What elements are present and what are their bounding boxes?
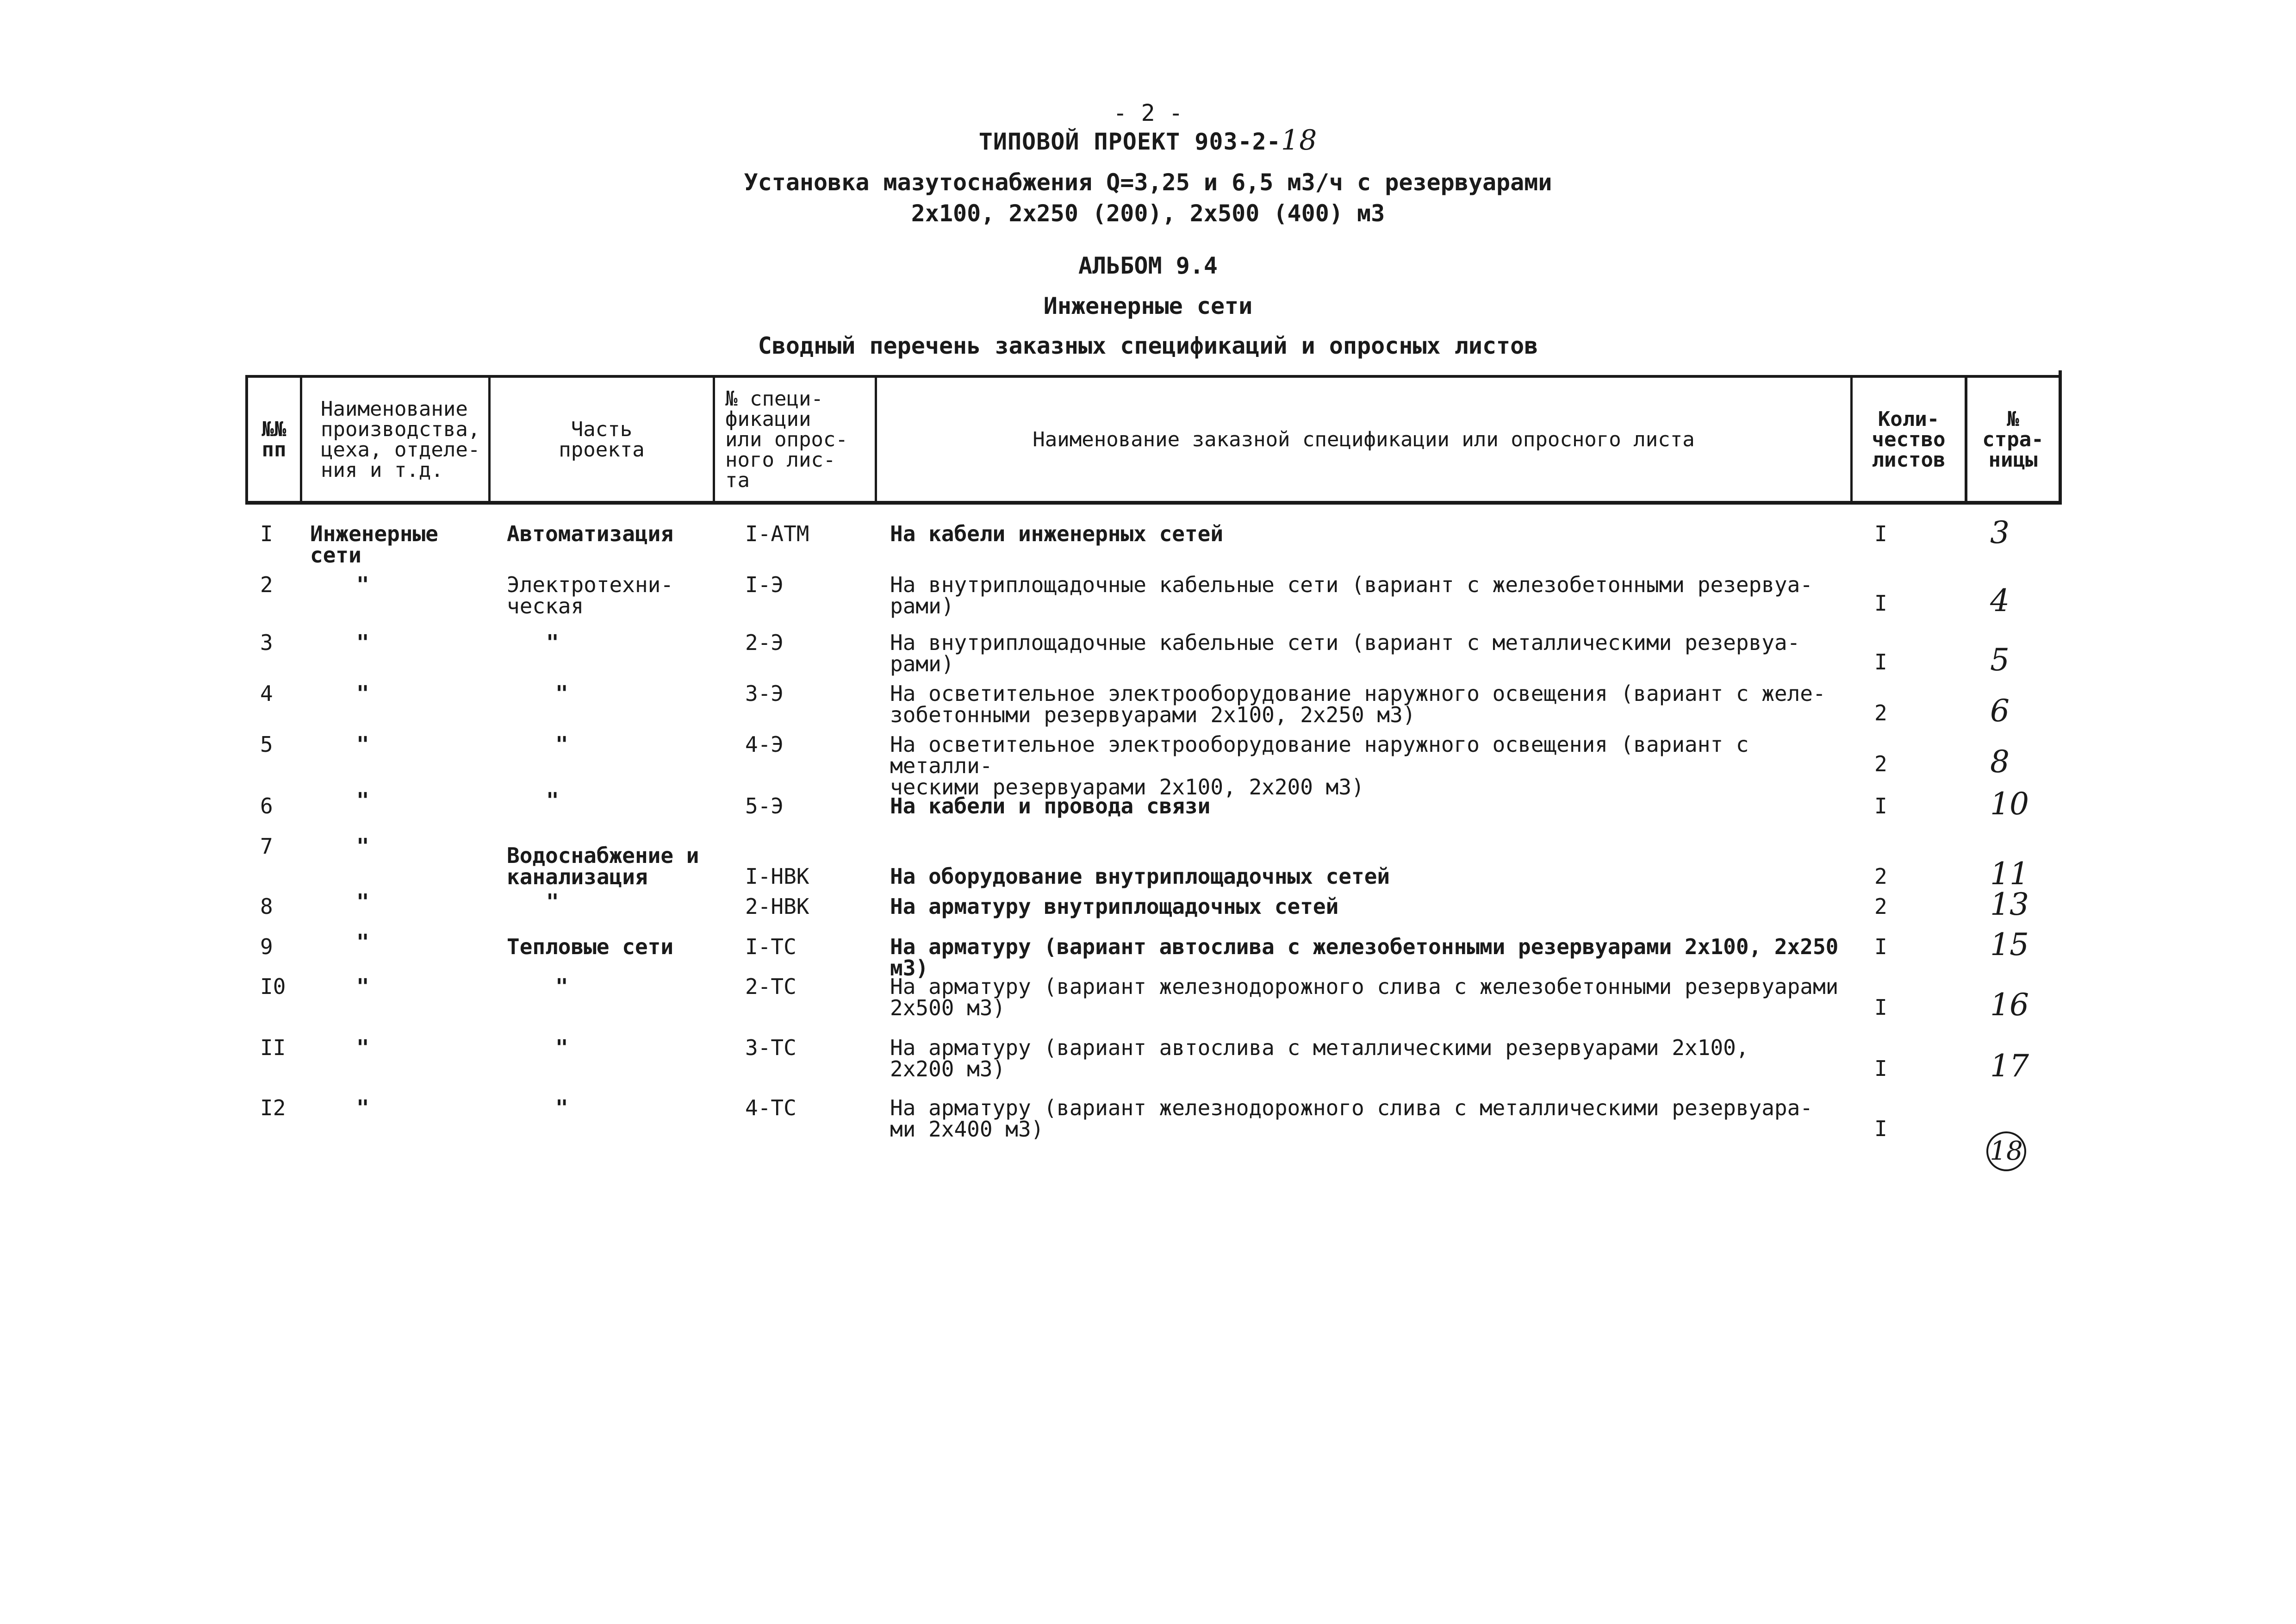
row-project-part: " — [546, 889, 559, 914]
row-project-part: Водоснабжение и канализация — [507, 843, 699, 889]
row-spec-number: 3-Э — [745, 681, 784, 706]
row-shop: " — [356, 834, 369, 859]
row-number: I2 — [260, 1095, 286, 1120]
row-spec-name: На арматуру (вариант автослива с металлическими резервуарами 2х100, 2х200 м3) — [890, 1035, 1749, 1081]
row-spec-name: На кабели инженерных сетей — [890, 521, 1224, 546]
row-spec-number: 2-ТС — [745, 974, 796, 999]
row-project-part: " — [555, 681, 568, 706]
row-number: 7 — [260, 834, 273, 859]
project-title — [0, 124, 2296, 156]
row-page-number: 10 — [1990, 786, 2029, 822]
spec-table-header — [245, 375, 2062, 505]
row-spec-number: I-ТС — [745, 934, 796, 959]
row-spec-name: На внутриплощадочные кабельные сети (вариант с железобетонными резервуа- рами) — [890, 572, 1813, 618]
row-shop: " — [356, 572, 369, 597]
row-spec-number: I-Э — [745, 572, 784, 597]
row-project-part: " — [555, 1095, 568, 1120]
row-shop: " — [356, 681, 369, 706]
col-header-shop: Наименование производства, цеха, отделе- ния и т.д. — [321, 397, 480, 482]
row-number: II — [260, 1035, 286, 1060]
row-spec-number: I-АТМ — [745, 521, 809, 546]
row-page-number: 13 — [1990, 887, 2029, 922]
row-shop: Инженерные сети — [310, 521, 438, 568]
col-header-spec-no: № специ- фикации или опрос- ного лис- та — [725, 387, 848, 492]
row-page-number: 4 — [1990, 583, 2010, 618]
row-project-part: " — [546, 630, 559, 655]
row-project-part: " — [546, 788, 559, 813]
row-number: 6 — [260, 793, 273, 818]
row-spec-name: На арматуру внутриплощадочных сетей — [890, 894, 1339, 919]
row-project-part: " — [555, 732, 568, 757]
row-page-number: 11 — [1990, 856, 2029, 892]
row-spec-number: 3-ТС — [745, 1035, 796, 1060]
row-sheet-count: I — [1874, 591, 1887, 616]
row-shop: " — [356, 788, 369, 813]
project-label: ТИПОВОЙ ПРОЕКТ 903-2- — [978, 128, 1281, 155]
list-title: Сводный перечень заказных спецификаций и опросных листов — [758, 332, 1538, 359]
section-title: Инженерные сети — [1043, 293, 1253, 319]
row-shop: " — [356, 1095, 369, 1120]
row-page-number: 15 — [1990, 927, 2029, 962]
row-spec-name: На осветительное электрооборудование наружного освещения (вариант с желе- зобетонными резервуарами 2х100, 2х250 м3) — [890, 681, 1826, 727]
row-shop: " — [356, 974, 369, 999]
row-shop: " — [356, 630, 369, 655]
row-sheet-count: I — [1874, 995, 1887, 1020]
row-sheet-count: I — [1874, 1116, 1887, 1141]
row-spec-name: На оборудование внутриплощадочных сетей — [890, 864, 1390, 889]
row-number: I — [260, 521, 273, 546]
row-page-number: 5 — [1990, 642, 2010, 678]
row-page-number: 6 — [1990, 693, 2010, 729]
row-number: 5 — [260, 732, 273, 757]
row-spec-number: 4-ТС — [745, 1095, 796, 1120]
row-page-number: 17 — [1990, 1048, 2029, 1084]
row-project-part: " — [555, 974, 568, 999]
row-spec-number: I-НВК — [745, 864, 809, 889]
row-spec-name: На арматуру (вариант железнодорожного слива с железобетонными резервуарами 2х500 м3) — [890, 974, 1839, 1020]
row-project-part: " — [555, 1035, 568, 1060]
row-page-number: 16 — [1990, 987, 2029, 1023]
row-spec-number: 2-НВК — [745, 894, 809, 919]
row-project-part: Электротехни- ческая — [507, 572, 674, 618]
page-number: - 2 - — [1113, 100, 1183, 126]
subtitle-line-1: Установка мазутоснабжения Q=3,25 и 6,5 м3/ч с резервуарами — [744, 169, 1552, 196]
row-page-number: 8 — [1990, 744, 2010, 780]
row-sheet-count: I — [1874, 793, 1887, 818]
row-shop: " — [356, 930, 369, 955]
row-sheet-count: I — [1874, 650, 1887, 675]
row-number: 4 — [260, 681, 273, 706]
row-shop: " — [356, 1035, 369, 1060]
col-header-spec-name: Наименование заказной спецификации или опросного листа — [1033, 428, 1695, 451]
row-number: 8 — [260, 894, 273, 919]
col-header-part: Часть проекта — [559, 418, 645, 462]
col-header-page-no: № стра- ницы — [1982, 407, 2044, 472]
row-sheet-count: I — [1874, 521, 1887, 546]
row-spec-name: На осветительное электрооборудование наружного освещения (вариант с металли- ческими резервуарами 2х100, 2х200 м3) — [890, 732, 1749, 800]
row-page-number: 3 — [1990, 515, 2010, 550]
row-sheet-count: 2 — [1874, 751, 1887, 776]
row-number: 2 — [260, 572, 273, 597]
subtitle-line-2: 2х100, 2х250 (200), 2х500 (400) м3 — [911, 200, 1385, 227]
row-spec-name: На арматуру (вариант железнодорожного слива с металлическими резервуара- ми 2х400 м3) — [890, 1095, 1813, 1142]
row-project-part: Автоматизация — [507, 521, 674, 546]
row-project-part: Тепловые сети — [507, 934, 674, 959]
row-spec-name: На арматуру (вариант автослива с железобетонными резервуарами 2х100, 2х250 м3) — [890, 934, 1839, 981]
row-shop: " — [356, 732, 369, 757]
col-sep-7 — [2059, 370, 2062, 505]
circled-page-number: 18 — [1986, 1131, 2026, 1171]
col-header-sheet-count: Коли- чество листов — [1872, 407, 1946, 472]
row-sheet-count: I — [1874, 934, 1887, 959]
row-sheet-count: 2 — [1874, 700, 1887, 725]
row-sheet-count: 2 — [1874, 864, 1887, 889]
row-number: 9 — [260, 934, 273, 959]
row-shop: " — [356, 889, 369, 914]
row-spec-number: 4-Э — [745, 732, 784, 757]
row-page-number-circled — [1986, 1101, 2065, 1171]
col-header-no: №№ пп — [261, 418, 286, 462]
project-number-handwritten: 18 — [1281, 124, 1318, 156]
row-spec-number: 2-Э — [745, 630, 784, 655]
row-number: I0 — [260, 974, 286, 999]
row-spec-name: На внутриплощадочные кабельные сети (вариант с металлическими резервуа- рами) — [890, 630, 1800, 676]
row-spec-name: На кабели и провода связи — [890, 793, 1211, 818]
row-number: 3 — [260, 630, 273, 655]
row-spec-number: 5-Э — [745, 793, 784, 818]
album-title: АЛЬБОМ 9.4 — [1078, 252, 1218, 279]
row-sheet-count: 2 — [1874, 894, 1887, 919]
row-sheet-count: I — [1874, 1056, 1887, 1081]
